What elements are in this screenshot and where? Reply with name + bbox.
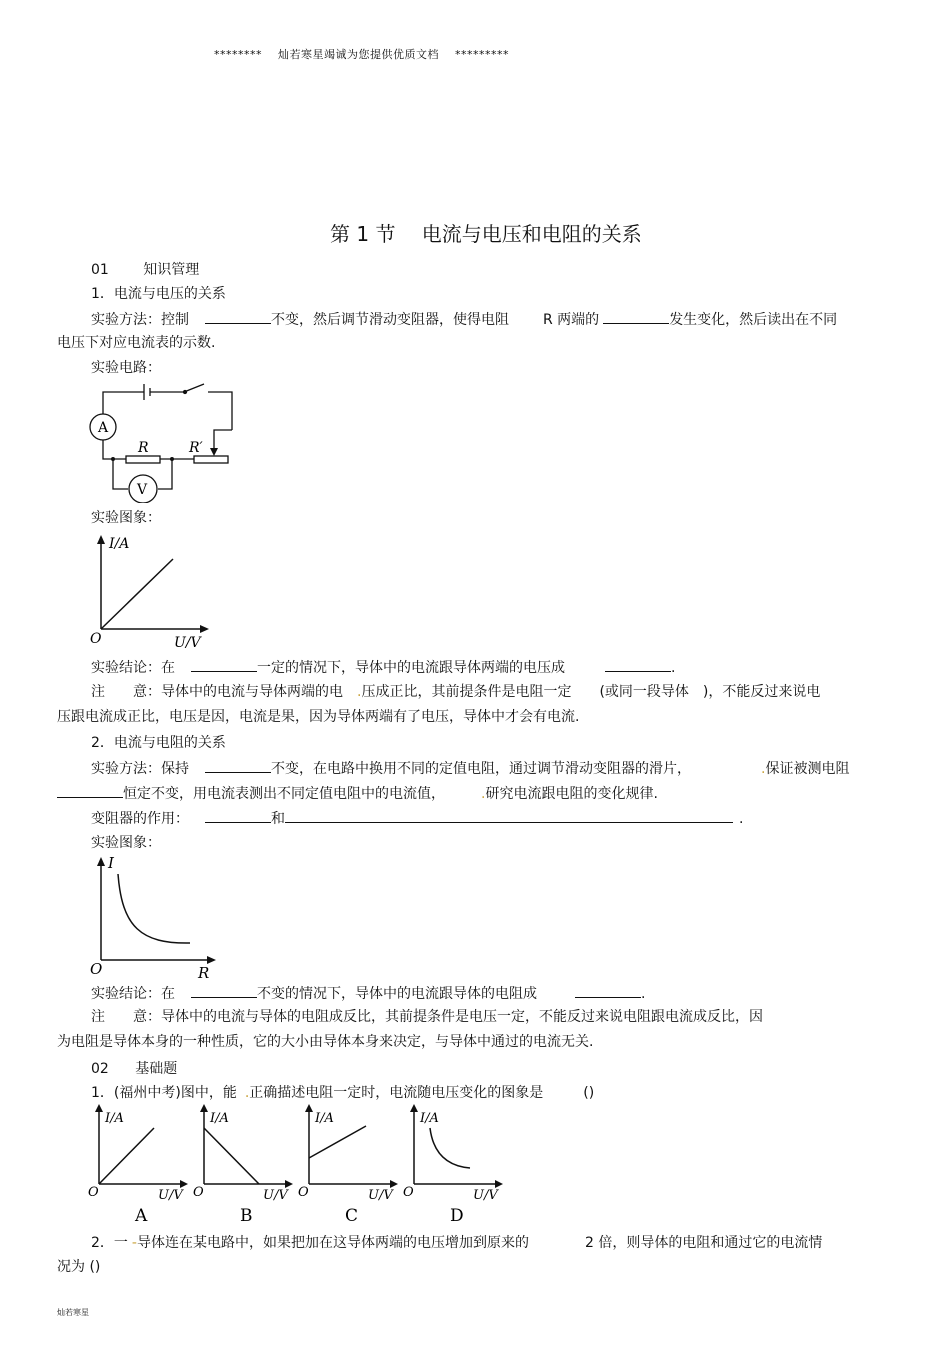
q2-c: 2 倍，则导体的电阻和通过它的电流情	[584, 1235, 823, 1251]
fill-blank	[605, 657, 671, 672]
fill-blank	[285, 808, 733, 823]
option-a-xlabel: U/V	[158, 1188, 183, 1203]
p1-graph-label: 实验图象：	[91, 510, 161, 526]
option-b-letter: B	[240, 1206, 253, 1226]
p1-title: 1．电流与电压的关系	[91, 286, 226, 302]
p2-method-b: 不变，在电路中换用不同的定值电阻，通过调节滑动变阻器的滑片，	[271, 761, 691, 777]
resistor-label: R	[138, 440, 149, 456]
p1-note-c: (或同一段导体	[599, 684, 689, 700]
p1-note-e: 压跟电流成正比，电压是因，电流是果，因为导体两端有了电压，导体中才会有电流.	[57, 709, 580, 725]
option-b-ylabel: I/A	[210, 1111, 229, 1126]
origin-label: O	[90, 960, 103, 978]
header-stars-right: *********	[455, 48, 509, 61]
section-label: 知识管理	[143, 262, 200, 278]
p2-method-c: 保证被测电阻	[765, 761, 850, 777]
p2-note-b: 为电阻是导体本身的一种性质，它的大小由导体本身来决定，与导体中通过的电流无关.	[57, 1034, 594, 1050]
y-axis-label: I/A	[109, 536, 130, 552]
q1-d: ()	[583, 1085, 595, 1101]
p2-method-line: 实验方法：保持 不变，在电路中换用不同的定值电阻，通过调节滑动变阻器的滑片， .保证被测电阻	[91, 758, 849, 779]
p2-conclusion: 实验结论：在 不变的情况下，导体中的电流跟导体的电阻成 .	[91, 983, 645, 1004]
page-title: 第 1 节 电流与电压和电阻的关系	[330, 222, 642, 246]
q2-d: 况为 ()	[57, 1259, 101, 1275]
x-axis-label: R	[198, 964, 210, 982]
p2-method-line2: 恒定不变，用电流表测出不同定值电阻中的电流值， .研究电流跟电阻的变化规律.	[57, 783, 658, 804]
p1-note-b: 压成正比，其前提条件是电阻一定	[361, 684, 572, 700]
fill-blank	[191, 983, 257, 998]
p2-graph-label: 实验图象：	[91, 835, 161, 851]
p2-method-a: 实验方法：保持	[91, 761, 189, 777]
option-d-ylabel: I/A	[420, 1111, 439, 1126]
fill-blank	[191, 657, 257, 672]
fill-blank	[205, 758, 271, 773]
rheostat-label: R′	[189, 440, 203, 456]
origin-label: O	[90, 631, 102, 647]
p2-method-d: 恒定不变，用电流表测出不同定值电阻中的电流值，	[123, 786, 445, 802]
fill-blank	[205, 808, 271, 823]
fill-blank	[603, 309, 669, 324]
y-axis-label: I	[108, 854, 114, 872]
section-02	[91, 1058, 177, 1078]
fill-blank	[205, 309, 271, 324]
graph-current-voltage	[86, 532, 216, 650]
p2-title: 2．电流与电阻的关系	[91, 735, 226, 751]
circuit-diagram	[86, 378, 246, 503]
option-b-xlabel: U/V	[263, 1188, 288, 1203]
q2-a: 2．一	[91, 1235, 128, 1251]
option-d-xlabel: U/V	[473, 1188, 498, 1203]
ammeter-label: A	[98, 420, 109, 436]
fill-blank	[57, 783, 123, 798]
section-label: 基础题	[135, 1061, 178, 1077]
option-b-origin: O	[193, 1185, 204, 1200]
p2-note-a: 注 意：导体中的电流与导体的电阻成反比，其前提条件是电压一定，不能反过来说电阻跟电流成反比，因	[91, 1009, 763, 1025]
q1-b: )图中，能	[175, 1085, 237, 1101]
graph-current-resistance	[86, 852, 221, 982]
p2-role-line: 变阻器的作用： 和 .	[91, 808, 743, 829]
header-text: 灿若寒星竭诚为您提供优质文档	[278, 48, 439, 61]
p1-method-c: R 两端的	[543, 312, 600, 328]
voltmeter-label: V	[137, 482, 148, 498]
option-d-origin: O	[403, 1185, 414, 1200]
q1-c: 正确描述电阻一定时，电流随电压变化的图象是	[249, 1085, 544, 1101]
p2-role-a: 变阻器的作用：	[91, 811, 189, 827]
section-01	[91, 259, 199, 279]
q1-option-graphs	[84, 1104, 509, 1226]
q2-b: 导体连在某电路中，如果把加在这导体两端的电压增加到原来的	[136, 1235, 529, 1251]
p1-note-d: )，不能反过来说电	[702, 684, 821, 700]
option-d-letter: D	[450, 1206, 464, 1226]
option-c-letter: C	[345, 1206, 359, 1226]
p1-method-e: 电压下对应电流表的示数.	[57, 335, 216, 351]
option-a-origin: O	[88, 1185, 99, 1200]
section-number: 02	[91, 1061, 109, 1077]
header-stars-left: ********	[214, 48, 262, 61]
p2-concl-b: 不变的情况下，导体中的电流跟导体的电阻成	[257, 986, 537, 1002]
option-c-origin: O	[298, 1185, 309, 1200]
fill-blank	[575, 983, 641, 998]
x-axis-label: U/V	[174, 635, 201, 650]
section-number: 01	[91, 262, 109, 278]
p1-method-line	[91, 309, 837, 330]
p1-method-a: 实验方法：控制	[91, 312, 189, 328]
p1-method-b: 不变，然后调节滑动变阻器，使得电阻	[271, 312, 509, 328]
p1-note-line: 注 意：导体中的电流与导体两端的电 .压成正比，其前提条件是电阻一定 (或同一段导体 )，不能反过来说电	[91, 684, 821, 700]
option-c-xlabel: U/V	[368, 1188, 393, 1203]
p1-method-d: 发生变化，然后读出在不同	[669, 312, 838, 328]
option-c-ylabel: I/A	[315, 1111, 334, 1126]
option-a-ylabel: I/A	[105, 1111, 124, 1126]
p2-role-b: 和	[271, 811, 285, 827]
page-footer: 灿若寒星	[57, 1308, 89, 1317]
p1-circuit-label: 实验电路：	[91, 360, 161, 376]
page-header	[214, 46, 521, 62]
p1-note-a: 注 意：导体中的电流与导体两端的电	[91, 684, 343, 700]
q2-line: 2．一 -导体连在某电路中，如果把加在这导体两端的电压增加到原来的 2 倍，则导体的电阻和通过它的电流情	[91, 1235, 823, 1251]
p2-method-e: 研究电流跟电阻的变化规律.	[485, 786, 658, 802]
p1-concl-b: 一定的情况下，导体中的电流跟导体两端的电压成	[257, 660, 565, 676]
p1-concl-a: 实验结论：在	[91, 660, 175, 676]
p2-concl-a: 实验结论：在	[91, 986, 175, 1002]
q1-line: 1．(福州中考)图中，能 .正确描述电阻一定时，电流随电压变化的图象是 ()	[91, 1085, 595, 1101]
q1-a: 1．(福州中考	[91, 1085, 176, 1101]
option-a-letter: A	[135, 1206, 148, 1226]
p1-conclusion: 实验结论：在 一定的情况下，导体中的电流跟导体两端的电压成 .	[91, 657, 675, 678]
